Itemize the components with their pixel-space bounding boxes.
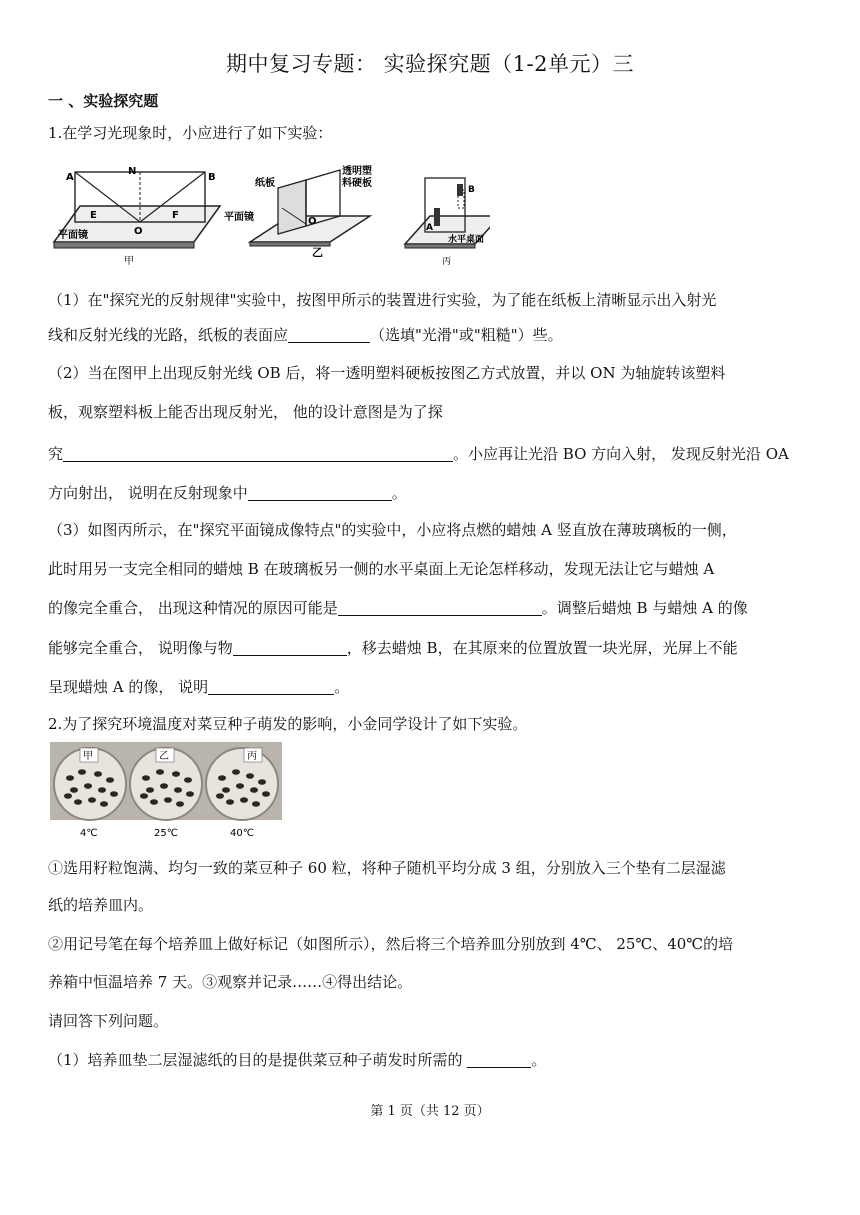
q2-step1-line2: 纸的培养皿内。 (48, 896, 154, 914)
caption-jia: 甲 (124, 256, 134, 267)
label-B: B (208, 172, 216, 183)
q1-p3-line4a: 能够完全重合， 说明像与物 (48, 639, 233, 657)
caption-bing: 丙 (442, 257, 452, 267)
label-F: F (172, 210, 179, 221)
dish-temp-yi: 25℃ (154, 828, 178, 839)
q2-step1-line1: ①选用籽粒饱满、均匀一致的菜豆种子 60 粒，将种子随机平均分成 3 组，分别放入三个垫有二层湿滤 (48, 859, 726, 877)
q1-p2-line2: 板，观察塑料板上能否出现反射光， 他的设计意图是为了探 (48, 403, 443, 421)
label-A: A (66, 172, 74, 183)
answer-blank-4[interactable] (338, 599, 542, 616)
q2-answer1a: （1）培养皿垫二层湿滤纸的目的是提供菜豆种子萌发时所需的 (48, 1051, 468, 1069)
q1-p3-line1: （3）如图丙所示，在"探究平面镜成像特点"的实验中，小应将点燃的蜡烛 A 竖直放在薄玻璃板的一侧， (48, 521, 737, 539)
caption-yi: 乙 (312, 246, 323, 259)
q2-answer1b: 。 (531, 1051, 547, 1069)
q1-p3-line5b: 。 (334, 678, 350, 696)
q1-p3-line3b: 。调整后蜡烛 B 与蜡烛 A 的像 (541, 599, 748, 617)
q1-p3-line2: 此时用另一支完全相同的蜡烛 B 在玻璃板另一侧的水平桌面上无论怎样移动，发现无法让它与蜡烛 A (48, 560, 715, 578)
dish-temp-jia: 4℃ (80, 828, 98, 839)
dish-label-jia: 甲 (83, 751, 93, 762)
q2-step2-line2: 养箱中恒温培养 7 天。③观察并记录……④得出结论。 (48, 973, 413, 991)
q1-p3-line4b: ，移去蜡烛 B，在其原来的位置放置一块光屏，光屏上不能 (346, 639, 738, 657)
petri-dish-figure (50, 742, 285, 842)
label-O-2: O (308, 216, 317, 227)
petri-dish-yi (130, 748, 202, 820)
q2-step2-line1: ②用记号笔在每个培养皿上做好标记（如图所示），然后将三个培养皿分别放到 4℃、 25℃、40℃的培 (48, 935, 734, 953)
page-footer: 第 1 页（共 12 页） (370, 1104, 490, 1119)
label-N: N (128, 166, 137, 177)
label-paper: 纸板 (255, 178, 275, 189)
answer-blank-2[interactable] (63, 445, 453, 462)
q1-p1-line2b: （选填"光滑"或"粗糙"）些。 (370, 326, 563, 344)
q1-p2-line3b: 。小应再让光沿 BO 方向入射， 发现反射光沿 OA (453, 445, 789, 463)
figure-jia (54, 166, 220, 267)
q1-p2-line1: （2）当在图甲上出现反射光线 OB 后，将一透明塑料硬板按图乙方式放置，并以 ON 为轴旋转该塑料 (48, 364, 726, 382)
label-E: E (90, 210, 97, 221)
answer-blank-3[interactable] (248, 484, 392, 501)
label-desk: 水平桌面 (448, 235, 485, 245)
label-mirror: 平面镜 (58, 230, 88, 241)
q1-p2-line3a: 究 (48, 445, 64, 463)
answer-blank-1[interactable] (288, 326, 370, 343)
label-B-3: B (468, 185, 475, 195)
label-A-3: A (426, 223, 433, 233)
q1-p1-line2a: 线和反射光线的光路，纸板的表面应 (48, 326, 289, 344)
dish-label-yi: 乙 (159, 751, 169, 762)
q2-intro: 2.为了探究环境温度对菜豆种子萌发的影响，小金同学设计了如下实验。 (48, 715, 528, 733)
label-mirror-2: 平面镜 (224, 212, 254, 223)
answer-blank-7[interactable] (467, 1051, 531, 1068)
section-heading: 一 、实验探究题 (48, 92, 159, 110)
q1-p3-line5a: 呈现蜡烛 A 的像， 说明 (48, 678, 209, 696)
petri-dish-bing (206, 748, 278, 820)
q1-p3-line3a: 的像完全重合， 出现这种情况的原因可能是 (48, 599, 338, 617)
answer-blank-6[interactable] (208, 678, 334, 695)
q1-p1-line1: （1）在"探究光的反射规律"实验中，按图甲所示的装置进行实验，为了能在纸板上清晰显示出入射光 (48, 291, 717, 309)
petri-dish-jia (54, 748, 126, 820)
figure-yi (224, 164, 372, 259)
q1-p2-line4a: 方向射出， 说明在反射现象中 (48, 484, 248, 502)
dish-temp-bing: 40℃ (230, 828, 254, 839)
answer-blank-5[interactable] (233, 639, 347, 656)
page-title: 期中复习专题： 实验探究题（1-2单元）三 (226, 52, 634, 76)
label-plastic-2: 料硬板 (342, 178, 372, 189)
label-plastic-1: 透明塑 (342, 166, 372, 177)
q1-p2-line4b: 。 (391, 484, 407, 502)
optics-figure (50, 160, 490, 270)
label-O: O (134, 226, 143, 237)
figure-bing (405, 178, 490, 267)
q2-ask: 请回答下列问题。 (48, 1012, 169, 1030)
dish-label-bing: 丙 (247, 751, 257, 762)
q1-intro: 1.在学习光现象时，小应进行了如下实验： (48, 124, 333, 142)
